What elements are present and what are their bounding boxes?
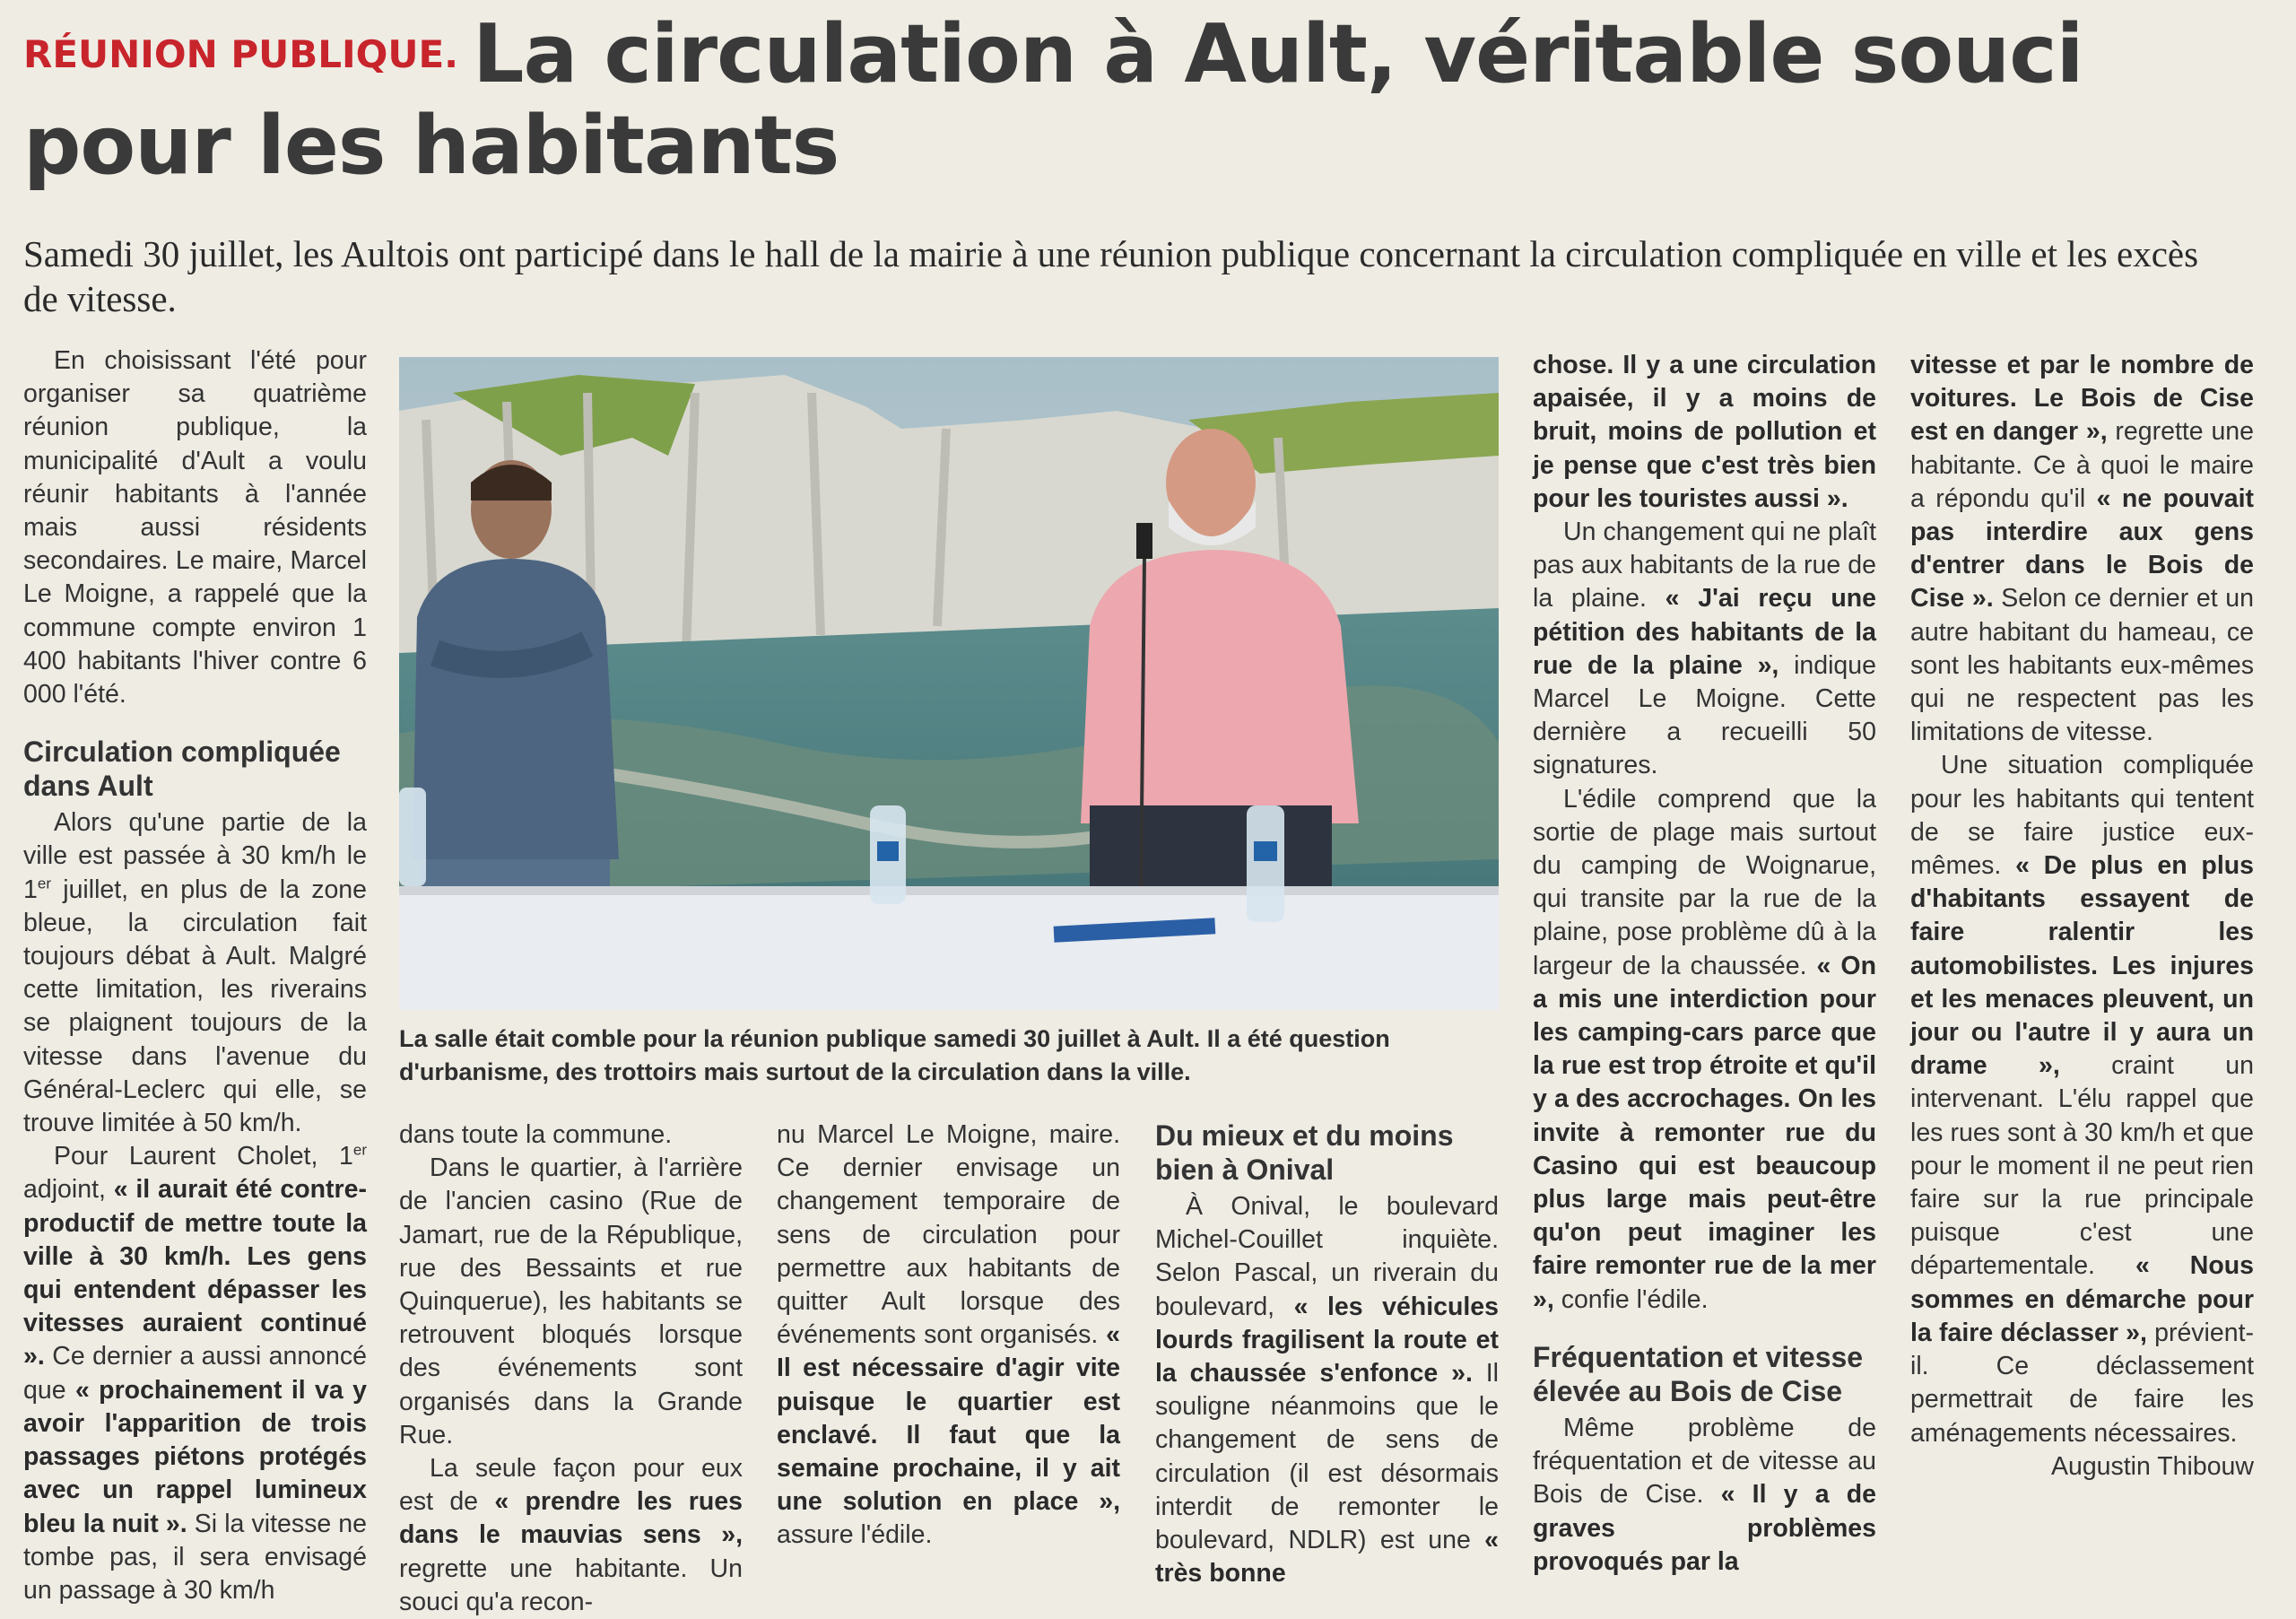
paragraph: dans toute la commune. xyxy=(399,1120,673,1149)
paragraph: La seule façon pour eux est de « prendre les rues dans le mauvias sens », regrette une habitante. Un souci qu'a recon- xyxy=(399,1454,743,1616)
meeting-photo-illustration xyxy=(399,357,1499,1010)
paragraph: nu Marcel Le Moigne, maire. Ce dernier envisage un changement temporaire de sens de circulation pour permettre aux habitants de quitter Ault lorsque des événements sont organisés. « Il est nécessaire d'agir vite puisque le quartier est enclavé. Il faut que la semaine prochaine, il y ait une solution en place », assure l'édile. xyxy=(777,1120,1120,1550)
paragraph: L'édile comprend que la sortie de plage mais surtout du camping de Woignarue, qui transite par la rue de la plaine, pose problème dû à la largeur de la chaussée. « On a mis une interdiction pour les camping-cars parce que la rue est trop étroite et qu'il y a des accrochages. On les invite à remonter rue du Casino qui est beaucoup plus large mais peut-être qu'on peut imaginer les faire remonter rue de la mer », confie l'édile. xyxy=(1533,784,1876,1314)
subheading: Circulation compliquée dans Ault xyxy=(23,736,341,803)
column-3 xyxy=(777,1119,1120,1553)
paragraph: vitesse et par le nombre de voitures. Le Bois de Cise est en danger », regrette une habitante. Ce à quoi le maire a répondu qu'il « ne pouvait pas interdire aux gens d'entrer dans le Bois de Cise ». Selon ce dernier et un autre habitant du hameau, ce sont les habitants eux-mêmes qui ne respectent pas les limitations de vitesse. xyxy=(1910,351,2255,747)
meeting-photo xyxy=(399,357,1499,1010)
adjacent-article-ghost-bottom xyxy=(1919,1489,2296,1557)
subheading: Fréquentation et vitesse élevée au Bois de Cise xyxy=(1533,1340,1864,1407)
paragraph: Une situation compliquée pour les habitants qui tentent de se faire justice eux-mêmes. « De plus en plus d'habitants essayent de faire ralentir les automobilistes. Les injures et les menaces pleuvent, un jour ou l'autre il y aura un drame », craint un intervenant. L'élu rappel que les rues sont à 30 km/h et que pour le moment il ne peut rien faire sur la rue principale puisque c'est une départementale. « Nous sommes en démarche pour la faire déclasser », prévient-il. Ce déclassement permettrait de faire les aménagements nécessaires. xyxy=(1910,751,2255,1448)
photo-caption: La salle était comble pour la réunion publique samedi 30 juillet à Ault. Il a été question d'urbanisme, des trottoirs mais surtout de la circulation dans la ville. xyxy=(399,1025,1390,1085)
subheading: Du mieux et du moins bien à Onival xyxy=(1155,1119,1454,1186)
column-5 xyxy=(1533,349,1876,1579)
author-signature: Augustin Thibouw xyxy=(2050,1451,2254,1481)
headline xyxy=(23,9,2176,192)
standfirst: Samedi 30 juillet, les Aultois ont participé dans le hall de la mairie à une réunion publique concernant la circulation compliquée en ville et les excès de vitesse. xyxy=(23,233,2199,319)
paragraph: Pour Laurent Cholet, 1er adjoint, « il aurait été contre-productif de mettre toute la ville à 30 km/h. Les gens qui entendent dépasser les vitesses auraient continué ». Ce dernier a aussi annoncé que « prochainement il va y avoir l'apparition de trois passages piétons protégés avec un rappel lumineux bleu la nuit ». Si la vitesse ne tombe pas, il sera envisagé un passage à 30 km/h xyxy=(23,1141,367,1605)
paragraph: En choisissant l'été pour organiser sa quatrième réunion publique, la municipalité d'Ault a voulu réunir habitants à l'année mais aussi résidents secondaires. Le maire, Marcel Le Moigne, a rappelé que la commune compte environ 1 400 habitants l'hiver contre 6 000 l'été. xyxy=(23,346,367,709)
column-1 xyxy=(23,344,367,1607)
paragraph: Dans le quartier, à l'arrière de l'ancien casino (Rue de Jamart, rue de la République, rue des Bessaints et rue Quinquerue), les habitants se retrouvent bloqués lorsque des événements sont organisés dans la Grande Rue. xyxy=(399,1153,743,1449)
paragraph: Même problème de fréquentation et de vitesse au Bois de Cise. « Il y a de graves problèmes provoqués par la xyxy=(1533,1413,1876,1576)
headline-text: La circulation à Ault, véritable souci pour les habitants xyxy=(23,7,2083,193)
paragraph: Un changement qui ne plaît pas aux habitants de la rue de la plaine. « J'ai reçu une pétition des habitants de la rue de la plaine », indique Marcel Le Moigne. Cette dernière a recueilli 50 signatures. xyxy=(1533,518,1876,780)
kicker: RÉUNION PUBLIQUE. xyxy=(23,32,459,76)
column-4 xyxy=(1155,1119,1499,1590)
paragraph: À Onival, le boulevard Michel-Couillet inquiète. Selon Pascal, un riverain du boulevard, « les véhicules lourds fragilisent la route et la chaussée s'enfonce ». Il souligne néanmoins que le changement de sens de circulation (il est désormais interdit de remonter le boulevard, NDLR) est une « très bonne xyxy=(1155,1192,1500,1589)
paragraph: Alors qu'une partie de la ville est passée à 30 km/h le 1er juillet, en plus de la zone bleue, la circulation fait toujours débat à Ault. Malgré cette limitation, les riverains se plaignent toujours de la vitesse dans l'avenue du Général-Leclerc qui elle, se trouve limitée à 50 km/h. xyxy=(23,808,367,1138)
column-6 xyxy=(1910,349,2254,1484)
column-2 xyxy=(399,1119,743,1619)
paragraph: chose. Il y a une circulation apaisée, il y a moins de bruit, moins de pollution et je pense que c'est très bien pour les touristes aussi ». xyxy=(1533,351,1876,513)
